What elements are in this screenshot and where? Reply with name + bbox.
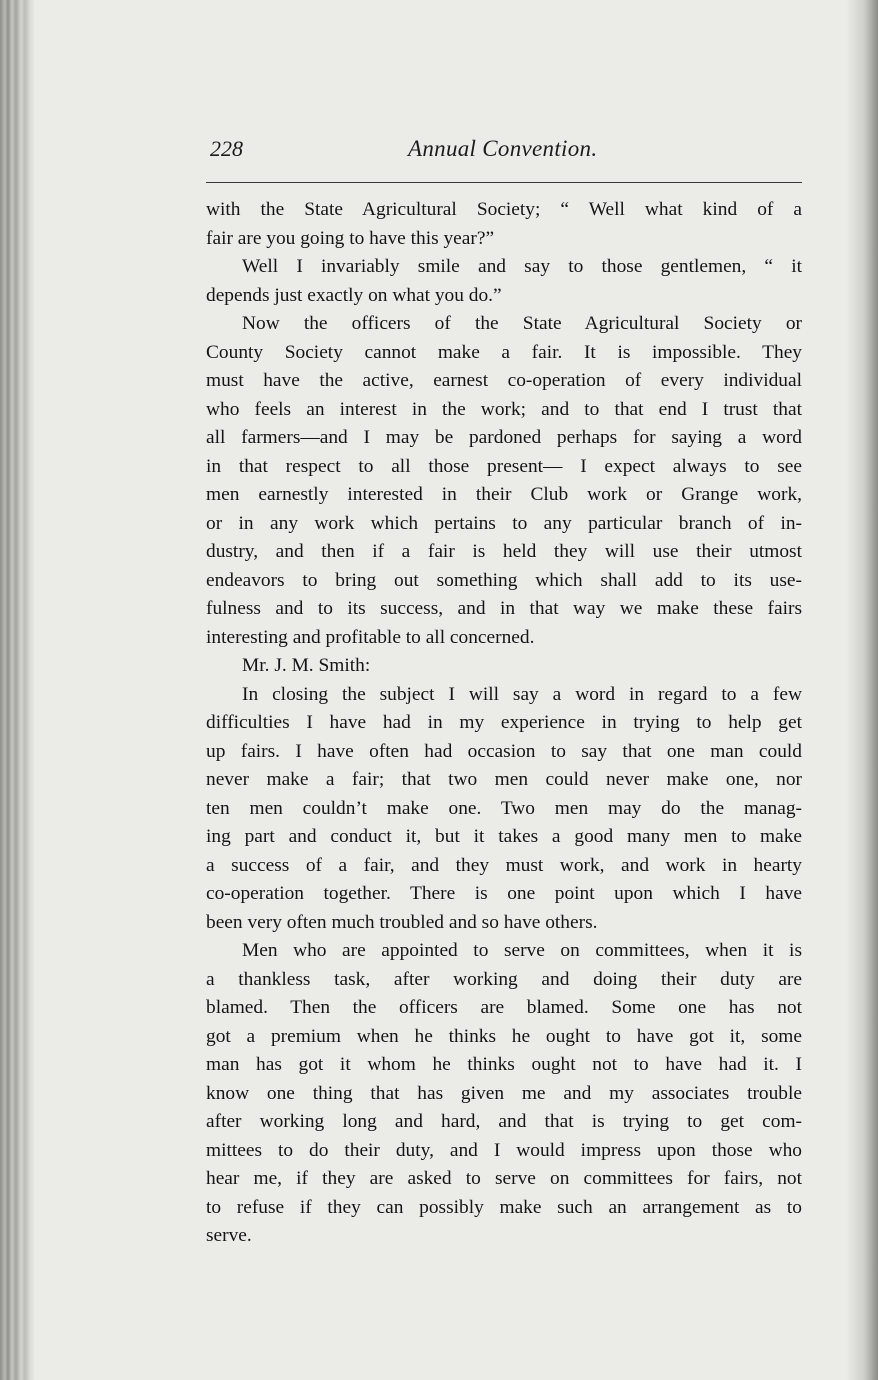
book-binding-edge — [0, 0, 34, 1380]
text-line: know one thing that has given me and my associates trouble — [206, 1082, 802, 1104]
paragraph — [206, 937, 802, 1251]
text-line: a thankless task, after working and doing their duty are — [206, 968, 802, 990]
text-line: County Society cannot make a fair. It is impossible. They — [206, 341, 802, 363]
text-line: fair are you going to have this year?” — [206, 227, 495, 249]
text-line: ing part and conduct it, but it takes a good many men to make — [206, 826, 802, 847]
text-line: after working long and hard, and that is trying to get com- — [206, 1111, 802, 1132]
text-line: got a premium when he thinks he ought to have got it, some — [206, 1025, 802, 1047]
text-line: dustry, and then if a fair is held they will use their utmost — [206, 541, 802, 562]
text-line: interesting and profitable to all concerned. — [206, 626, 535, 648]
paragraph — [206, 196, 802, 253]
page-edge-shadow — [846, 0, 878, 1380]
text-line: all farmers—and I may be pardoned perhaps for saying a word — [206, 427, 802, 448]
text-line: to refuse if they can possibly make such an arrangement as to — [206, 1196, 802, 1218]
text-line: or in any work which pertains to any particular branch of in- — [206, 512, 802, 534]
text-line: ten men couldn’t make one. Two men may do the manag- — [206, 797, 802, 819]
page-number: 228 — [210, 136, 243, 161]
paragraph — [206, 652, 802, 681]
page-header — [210, 136, 802, 170]
text-line: with the State Agricultural Society; “ Well what kind of a — [206, 199, 802, 220]
paragraph — [206, 681, 802, 938]
paragraph — [206, 310, 802, 652]
text-line: fulness and to its success, and in that way we make these fairs — [206, 598, 802, 619]
text-line: depends just exactly on what you do.” — [206, 284, 502, 306]
header-rule — [206, 182, 802, 183]
text-line: who feels an interest in the work; and to that end I trust that — [206, 398, 802, 420]
running-head: Annual Convention. — [408, 136, 598, 161]
text-line: In closing the subject I will say a word in regard to a few — [242, 683, 802, 705]
text-line: never make a fair; that two men could never make one, nor — [206, 769, 802, 790]
text-line: must have the active, earnest co-operation of every individual — [206, 370, 802, 391]
text-line: blamed. Then the officers are blamed. Some one has not — [206, 997, 802, 1018]
text-line: men earnestly interested in their Club work or Grange work, — [206, 484, 802, 505]
text-line: Well I invariably smile and say to those gentlemen, “ it — [242, 256, 802, 277]
text-line: difficulties I have had in my experience in trying to help get — [206, 712, 802, 733]
text-line: serve. — [206, 1225, 252, 1246]
text-line: Mr. J. M. Smith: — [242, 655, 371, 676]
text-line: Now the officers of the State Agricultural Society or — [242, 313, 802, 334]
text-line: Men who are appointed to serve on committees, when it is — [242, 940, 802, 961]
text-line: in that respect to all those present— I expect always to see — [206, 455, 802, 477]
body-text — [206, 196, 802, 1251]
text-line: a success of a fair, and they must work, and work in hearty — [206, 854, 802, 876]
text-line: hear me, if they are asked to serve on committees for fairs, not — [206, 1168, 802, 1189]
text-line: man has got it whom he thinks ought not to have had it. I — [206, 1054, 802, 1075]
text-line: co-operation together. There is one point upon which I have — [206, 883, 802, 904]
text-line: been very often much troubled and so have others. — [206, 911, 598, 933]
text-line: up fairs. I have often had occasion to say that one man could — [206, 740, 802, 762]
paragraph — [206, 253, 802, 310]
text-line: endeavors to bring out something which shall add to its use- — [206, 569, 802, 591]
text-line: mittees to do their duty, and I would impress upon those who — [206, 1139, 802, 1161]
